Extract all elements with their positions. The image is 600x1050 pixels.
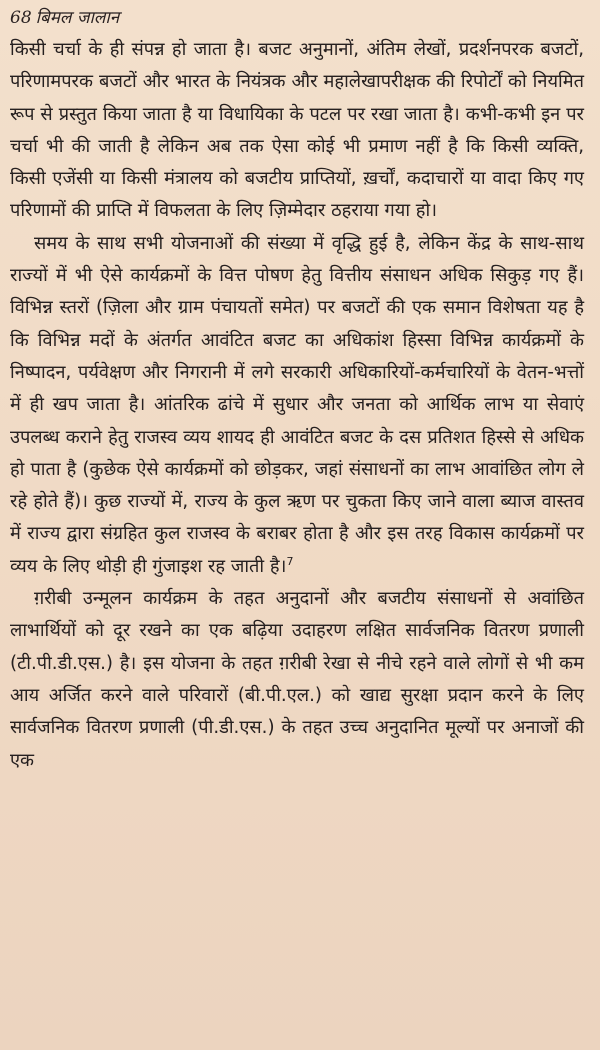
- paragraph-1: किसी चर्चा के ही संपन्न हो जाता है। बजट अनुमानों, अंतिम लेखों, प्रदर्शनपरक बजटों, परिणामपरक बजटों और भारत के नियंत्रक और महालेखापरीक्षक की रिपोर्टों को नियमित रूप से प्रस्तुत किया जाता है या विधायिका के पटल पर रखा जाता है। कभी-कभी इन पर चर्चा भी की जाती है लेकिन अब तक ऐसा कोई भी प्रमाण नहीं है कि किसी व्यक्ति, किसी एजेंसी या किसी मंत्रालय को बजटीय प्राप्तियों, ख़र्चों, कदाचारों या वादा किए गए परिणामों की प्राप्ति में विफलता के लिए ज़िम्मेदार ठहराया गया हो।: [10, 39, 584, 222]
- paragraph-3: ग़रीबी उन्मूलन कार्यक्रम के तहत अनुदानों और बजटीय संसाधनों से अवांछित लाभार्थियों को दूर रखने का एक बढ़िया उदाहरण लक्षित सार्वजनिक वितरण प्रणाली (टी.पी.डी.एस.) है। इस योजना के तहत ग़रीबी रेखा से नीचे रहने वाले लोगों से भी कम आय अर्जित करने वाले परिवारों (बी.पी.एल.) को खाद्य सुरक्षा प्रदान करने के लिए सार्वजनिक वितरण प्रणाली (पी.डी.एस.) के तहत उच्च अनुदानित मूल्यों पर अनाजों की एक: [10, 588, 584, 771]
- footnote-reference: 7: [286, 554, 294, 568]
- running-head: [10, 6, 584, 34]
- paragraph-2: [10, 228, 584, 583]
- paragraph-2-text: समय के साथ सभी योजनाओं की संख्या में वृद्धि हुई है, लेकिन केंद्र के साथ-साथ राज्यों में भी ऐसे कार्यक्रमों के वित्त पोषण हेतु वित्तीय संसाधन अधिक सिकुड़ गए हैं। विभिन्न स्तरों (ज़िला और ग्राम पंचायतों समेत) पर बजटों की एक समान विशेषता यह है कि विभिन्न मदों के अंतर्गत आवंटित बजट का अधिकांश हिस्सा विभिन्न कार्यक्रमों के निष्पादन, पर्यवेक्षण और निगरानी में लगे सरकारी अधिकारियों-कर्मचारियों के वेतन-भत्तों में ही खप जाता है। आंतरिक ढांचे में सुधार और जनता को आर्थिक लाभ या सेवाएं उपलब्ध कराने हेतु राजस्व व्यय शायद ही आवंटित बजट के दस प्रतिशत हिस्से से अधिक हो पाता है (कुछेक ऐसे कार्यक्रमों को छोड़कर, जहां संसाधनों का लाभ आवांछित लोग ले रहे होते हैं)। कुछ राज्यों में, राज्य के कुल ऋण पर चुकता किए जाने वाला ब्याज वास्तव में राज्य द्वारा संग्रहित कुल राजस्व के बराबर होता है और इस तरह विकास कार्यक्रमों पर व्यय के लिए थोड़ी ही गुंजाइश रह जाती है।: [10, 232, 584, 577]
- page-number: 68: [10, 8, 32, 28]
- running-head-title: बिमल जालान: [35, 8, 120, 28]
